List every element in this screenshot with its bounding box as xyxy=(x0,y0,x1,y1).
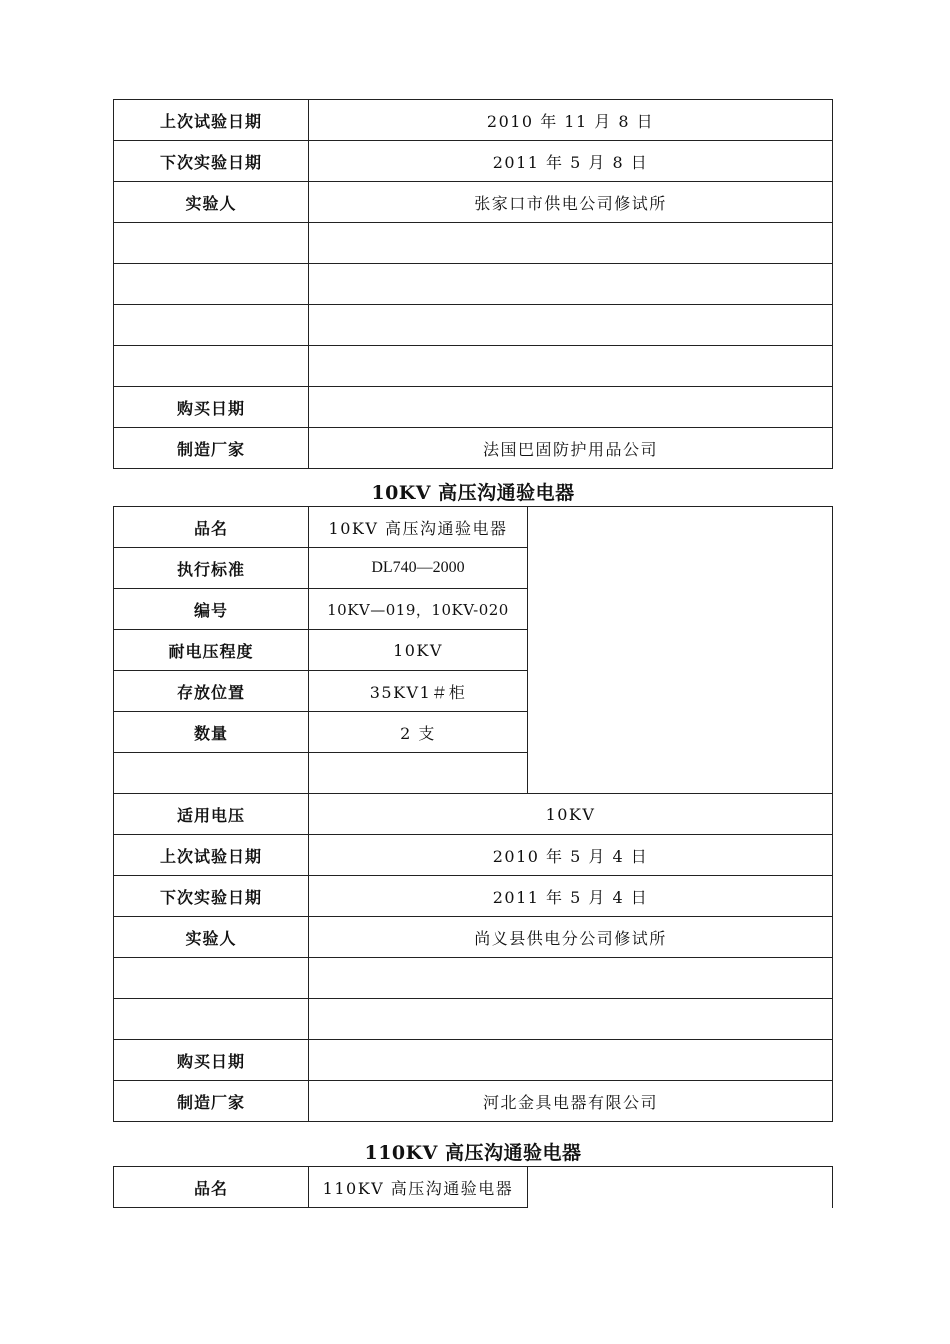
row-label: 实验人 xyxy=(114,917,309,958)
row-label: 上次试验日期 xyxy=(114,100,309,141)
table-row xyxy=(114,387,833,428)
row-value: DL740—2000 xyxy=(309,548,528,589)
row-value: 10KV xyxy=(309,630,528,671)
row-value xyxy=(309,387,833,428)
row-value: 35KV1＃柜 xyxy=(309,671,528,712)
row-value: 10KV xyxy=(309,794,833,835)
section-heading-110kv: 110KV 高压沟通验电器 xyxy=(364,1142,582,1164)
row-label: 制造厂家 xyxy=(114,1081,309,1122)
row-label: 下次实验日期 xyxy=(114,141,309,182)
row-label: 品名 xyxy=(114,1167,309,1208)
row-value xyxy=(309,753,528,794)
row-label: 编号 xyxy=(114,589,309,630)
row-label: 下次实验日期 xyxy=(114,876,309,917)
table-row xyxy=(114,428,833,469)
table-row xyxy=(114,958,833,999)
row-label: 购买日期 xyxy=(114,387,309,428)
row-label xyxy=(114,223,309,264)
table-row xyxy=(114,264,833,305)
row-label: 上次试验日期 xyxy=(114,835,309,876)
row-value xyxy=(309,264,833,305)
table-row xyxy=(114,346,833,387)
row-label: 制造厂家 xyxy=(114,428,309,469)
row-value: 2010 年 11 月 8 日 xyxy=(309,100,833,141)
table-row xyxy=(114,141,833,182)
row-value: 2011 年 5 月 4 日 xyxy=(309,876,833,917)
table-row xyxy=(114,1167,833,1208)
table-row xyxy=(114,835,833,876)
equipment-table-110kv xyxy=(113,1166,833,1208)
row-label xyxy=(114,753,309,794)
row-value: 张家口市供电公司修试所 xyxy=(309,182,833,223)
row-value: 2 支 xyxy=(309,712,528,753)
row-value: 10KV—019，10KV-020 xyxy=(309,589,528,630)
row-value xyxy=(309,305,833,346)
table-row xyxy=(114,305,833,346)
row-label: 执行标准 xyxy=(114,548,309,589)
row-label: 耐电压程度 xyxy=(114,630,309,671)
row-value xyxy=(309,999,833,1040)
row-label xyxy=(114,999,309,1040)
row-value: 2011 年 5 月 8 日 xyxy=(309,141,833,182)
row-label: 实验人 xyxy=(114,182,309,223)
row-value xyxy=(309,1040,833,1081)
row-label: 数量 xyxy=(114,712,309,753)
table-row xyxy=(114,507,833,548)
equipment-table-10kv xyxy=(113,506,833,1122)
row-value xyxy=(309,958,833,999)
table-row xyxy=(114,1040,833,1081)
row-label xyxy=(114,346,309,387)
row-label xyxy=(114,264,309,305)
row-value xyxy=(309,346,833,387)
row-label xyxy=(114,305,309,346)
equipment-table-1 xyxy=(113,99,833,469)
row-label: 购买日期 xyxy=(114,1040,309,1081)
row-label: 品名 xyxy=(114,507,309,548)
table-row xyxy=(114,182,833,223)
row-label: 适用电压 xyxy=(114,794,309,835)
photo-placeholder xyxy=(528,1167,833,1208)
section-heading-10kv: 10KV 高压沟通验电器 xyxy=(371,482,575,504)
row-value xyxy=(309,223,833,264)
table-row xyxy=(114,223,833,264)
table-row xyxy=(114,794,833,835)
row-value: 2010 年 5 月 4 日 xyxy=(309,835,833,876)
photo-placeholder xyxy=(528,507,833,794)
row-value: 尚义县供电分公司修试所 xyxy=(309,917,833,958)
table-row xyxy=(114,100,833,141)
row-value: 河北金具电器有限公司 xyxy=(309,1081,833,1122)
table-row xyxy=(114,999,833,1040)
row-value: 10KV 高压沟通验电器 xyxy=(309,507,528,548)
row-label xyxy=(114,958,309,999)
row-value: 法国巴固防护用品公司 xyxy=(309,428,833,469)
table-row xyxy=(114,917,833,958)
table-row xyxy=(114,1081,833,1122)
row-value: 110KV 高压沟通验电器 xyxy=(309,1167,528,1208)
row-label: 存放位置 xyxy=(114,671,309,712)
table-row xyxy=(114,876,833,917)
